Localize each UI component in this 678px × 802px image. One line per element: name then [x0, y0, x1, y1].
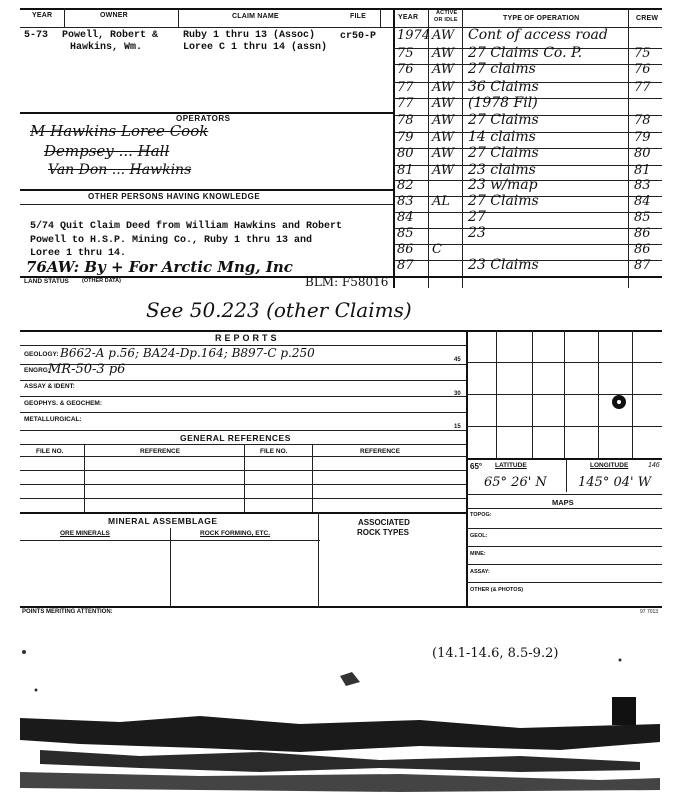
owner-entry-year: 5-73 [24, 30, 49, 41]
maps-other: OTHER (& PHOTOS) [470, 587, 524, 593]
operation-year: 78 [397, 113, 414, 128]
operation-year: 84 [397, 210, 414, 225]
maps-geol: GEOL: [470, 533, 488, 539]
operation-type: (1978 Fil) [468, 95, 538, 111]
operation-year: 86 [397, 242, 414, 257]
maps-mine: MINE: [470, 551, 486, 557]
operation-type: 27 [468, 209, 486, 225]
long-prefix: 146 [648, 462, 660, 469]
rock-types-label: ROCK TYPES [357, 528, 410, 537]
operation-year: 82 [397, 178, 414, 193]
operation-status: AW [432, 130, 455, 145]
operation-year: 77 [397, 96, 414, 111]
operation-status: AW [432, 146, 455, 161]
header-owner: OWNER [100, 12, 128, 19]
header-crew: CREW [636, 15, 659, 22]
footer-coordinates: (14.1-14.6, 8.5-9.2) [432, 646, 559, 661]
other-persons-text-1: 5/74 Quit Claim Deed from William Hawkins and Robert [30, 221, 343, 232]
operator-line-1: M Hawkins Loree Cook [30, 122, 209, 140]
geology-label: GEOLOGY: [24, 351, 59, 358]
operation-crew: 77 [634, 80, 651, 95]
claim-line-1: Ruby 1 thru 13 (Assoc) [183, 30, 316, 41]
operators-label: OPERATORS [176, 114, 231, 123]
maps-label: MAPS [552, 498, 574, 507]
operation-year: 87 [397, 258, 414, 273]
operator-line-3: Van Don ... Hawkins [48, 162, 192, 178]
scale-45: 45 [454, 357, 461, 363]
mineral-assemblage-title: MINERAL ASSEMBLAGE [108, 516, 218, 526]
operation-year: 80 [397, 146, 414, 161]
operation-status: C [432, 242, 442, 257]
operation-type: 23 w/map [468, 177, 538, 193]
land-status-sub: (OTHER DATA) [82, 278, 121, 284]
owner-line-2: Hawkins, Wm. [70, 42, 143, 53]
operation-crew: 78 [634, 113, 651, 128]
owner-line-1: Powell, Robert & [62, 30, 159, 41]
operation-crew: 81 [634, 163, 651, 178]
other-persons-text-2: Powell to H.S.P. Mining Co., Ruby 1 thru 13 and [30, 235, 313, 246]
header-active: ACTIVE [436, 10, 458, 16]
latitude-label: LATITUDE [495, 462, 527, 469]
operation-crew: 87 [634, 258, 651, 273]
operation-status: AL [432, 194, 451, 209]
land-status-label: LAND STATUS [24, 278, 69, 285]
operation-type: 23 Claims [468, 257, 539, 273]
operation-type: Cont of access road [468, 27, 608, 43]
maps-assay: ASSAY: [470, 569, 490, 575]
longitude-label: LONGITUDE [590, 462, 629, 469]
operation-status: AW [432, 46, 455, 61]
operation-crew: 86 [634, 226, 651, 241]
scale-15: 15 [454, 424, 461, 430]
operation-year: 83 [397, 194, 414, 209]
engrg-value: MR-50-3 p6 [48, 362, 126, 377]
reports-title: REPORTS [215, 333, 280, 343]
operation-year: 85 [397, 226, 414, 241]
header-file: FILE [350, 13, 366, 20]
operation-crew: 79 [634, 130, 651, 145]
ore-minerals-label: ORE MINERALS [60, 530, 110, 537]
operation-type: 14 claims [468, 129, 536, 145]
ref-col-reference-1: REFERENCE [140, 448, 181, 455]
operation-type: 27 Claims Co. P. [468, 45, 583, 61]
operation-status: AW [432, 163, 455, 178]
header-year: YEAR [32, 12, 53, 19]
longitude-value: 145° 04' W [578, 475, 652, 490]
rock-forming-label: ROCK FORMING, ETC. [200, 530, 271, 537]
form-number: 97 7013 [640, 609, 659, 615]
other-persons-text-3: Loree 1 thru 14. [30, 248, 127, 259]
maps-topog: TOPOG: [470, 512, 492, 518]
operation-year: 77 [397, 80, 414, 95]
header-or-idle: OR IDLE [434, 17, 458, 23]
header-year-2: YEAR [398, 14, 419, 21]
operation-crew: 80 [634, 146, 651, 161]
operation-year: 81 [397, 163, 414, 178]
operation-status: AW [432, 96, 455, 111]
land-status-blm: BLM: F58016 [305, 275, 389, 289]
points-meriting-attention-label: POINTS MERITING ATTENTION: [22, 609, 113, 615]
operation-year: 76 [397, 62, 414, 77]
geophys-label: GEOPHYS. & GEOCHEM: [24, 400, 103, 407]
header-claim-name: CLAIM NAME [232, 13, 279, 20]
operation-type: 27 Claims [468, 112, 539, 128]
operation-type: 27 claims [468, 61, 536, 77]
operation-type: 23 claims [468, 162, 536, 178]
ref-col-file-no-1: FILE NO. [36, 448, 64, 455]
associated-label: ASSOCIATED [358, 518, 410, 527]
operation-type: 23 [468, 225, 486, 241]
header-type-of-operation: TYPE OF OPERATION [503, 15, 580, 22]
operation-type: 36 Claims [468, 79, 539, 95]
operation-year: 1974 [397, 28, 431, 43]
other-persons-label: OTHER PERSONS HAVING KNOWLEDGE [88, 192, 261, 201]
operation-crew: 84 [634, 194, 651, 209]
metallurgical-label: METALLURGICAL: [24, 416, 82, 423]
land-status-see-note: See 50.223 (other Claims) [146, 298, 412, 322]
operation-status: AW [432, 28, 455, 43]
claim-line-2: Loree C 1 thru 14 (assn) [183, 42, 328, 53]
general-references-title: GENERAL REFERENCES [180, 433, 291, 443]
operation-crew: 75 [634, 46, 651, 61]
operation-crew: 83 [634, 178, 651, 193]
operation-crew: 76 [634, 62, 651, 77]
engrg-label: ENGRG: [24, 367, 50, 374]
operation-year: 75 [397, 46, 414, 61]
operation-crew: 86 [634, 242, 651, 257]
operation-crew: 85 [634, 210, 651, 225]
other-persons-hand-note: 76AW: By + For Arctic Mng, Inc [26, 258, 293, 276]
assay-label: ASSAY & IDENT: [24, 383, 75, 390]
lat-prefix: 65° [470, 462, 483, 471]
operation-type: 27 Claims [468, 193, 539, 209]
claim-file: cr50-P [340, 31, 377, 42]
operation-type: 27 Claims [468, 145, 539, 161]
scale-30: 30 [454, 391, 461, 397]
operation-year: 79 [397, 130, 414, 145]
operation-status: AW [432, 62, 455, 77]
ref-col-reference-2: REFERENCE [360, 448, 401, 455]
operation-status: AW [432, 113, 455, 128]
operator-line-2: Dempsey ... Hall [44, 142, 170, 160]
geology-value: B662-A p.56; BA24-Dp.164; B897-C p.250 [60, 346, 315, 360]
ref-col-file-no-2: FILE NO. [260, 448, 288, 455]
latitude-value: 65° 26' N [484, 475, 547, 490]
operation-status: AW [432, 80, 455, 95]
